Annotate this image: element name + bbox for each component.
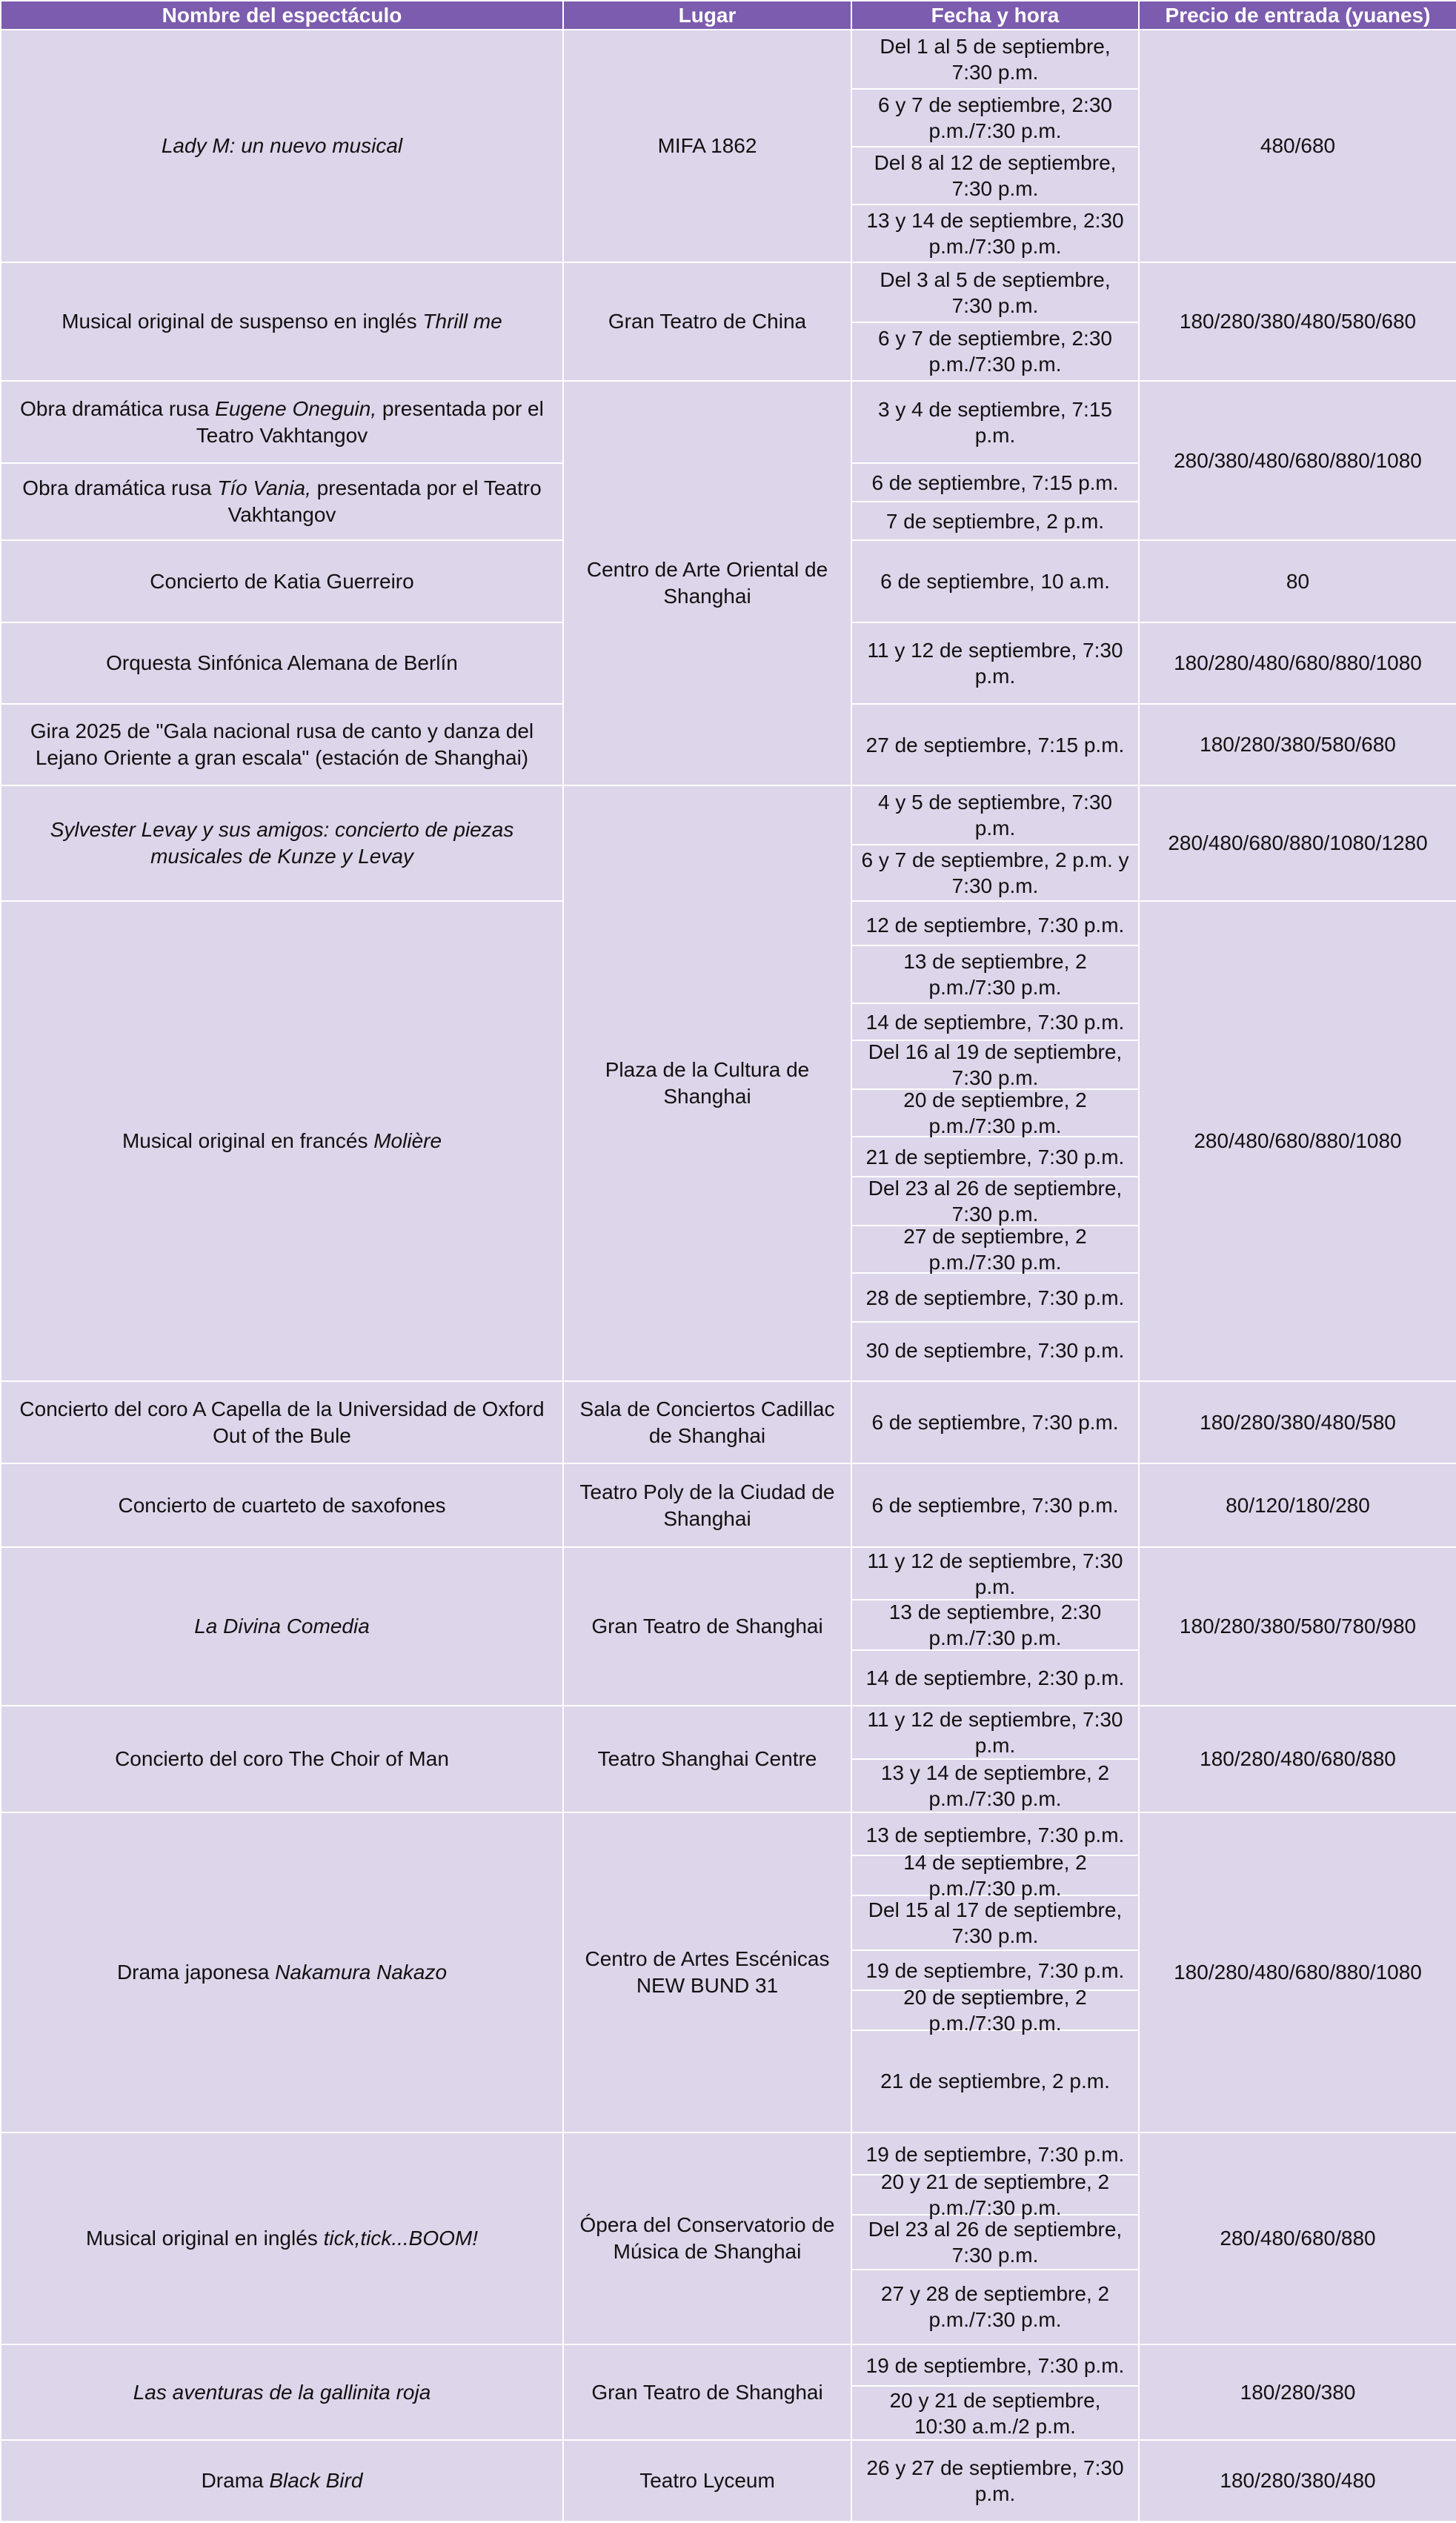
venue-cell: Gran Teatro de Shanghai (563, 1547, 851, 1706)
show-name-italic: Nakamura Nakazo (275, 1961, 448, 1984)
ticket-price-cell: 180/280/380/580/780/980 (1139, 1547, 1456, 1706)
show-name-text: Musical original en francés (122, 1129, 374, 1152)
date-time-entry: 6 de septiembre, 7:30 p.m. (871, 1494, 1119, 1517)
show-name-cell (1, 785, 563, 901)
show-name-text: Gira 2025 de "Gala nacional rusa de canto y danza del Lejano Oriente a gran escala" (estación de Shanghai) (30, 719, 534, 769)
table-row (1, 2440, 1456, 2522)
ticket-price-cell: 280/480/680/880/1080 (1139, 901, 1456, 1381)
date-time-cell (851, 2133, 1139, 2344)
show-name-cell (1, 1812, 563, 2133)
date-time-entry: 28 de septiembre, 7:30 p.m. (852, 1272, 1138, 1321)
date-time-cell (851, 785, 1139, 901)
show-name-italic: Eugene Oneguin, (215, 396, 377, 420)
show-name-italic: Lady M: un nuevo musical (161, 134, 403, 157)
header-venue: Lugar (563, 1, 851, 30)
date-time-entry: 20 y 21 de septiembre, 2 p.m./7:30 p.m. (852, 2174, 1138, 2214)
table-row (1, 381, 1456, 463)
date-time-entry: 6 y 7 de septiembre, 2:30 p.m./7:30 p.m. (852, 88, 1138, 146)
show-name-cell (1, 2133, 563, 2344)
date-time-cell (851, 262, 1139, 381)
date-time-cell (851, 1381, 1139, 1463)
show-name-cell (1, 704, 563, 785)
venue-cell: Gran Teatro de China (563, 262, 851, 381)
ticket-price-cell: 80 (1139, 540, 1456, 622)
table-row (1, 785, 1456, 901)
date-time-entry: 21 de septiembre, 7:30 p.m. (852, 1136, 1138, 1176)
date-time-entry: 6 de septiembre, 7:30 p.m. (871, 1411, 1119, 1434)
date-time-entry: 21 de septiembre, 2 p.m. (852, 2030, 1138, 2130)
show-name-text: Obra dramática rusa (22, 476, 218, 499)
date-time-entry: 27 de septiembre, 2 p.m./7:30 p.m. (852, 1225, 1138, 1272)
date-time-cell (851, 2440, 1139, 2522)
venue-cell: Centro de Arte Oriental de Shanghai (563, 381, 851, 785)
show-name-cell (1, 262, 563, 381)
date-time-cell (851, 901, 1139, 1381)
venue-cell: Teatro Poly de la Ciudad de Shanghai (563, 1463, 851, 1547)
show-name-cell (1, 2440, 563, 2522)
header-ticket-price: Precio de entrada (yuanes) (1139, 1, 1456, 30)
show-name-text: Concierto del coro The Choir of Man (115, 1747, 449, 1770)
date-time-entry: 19 de septiembre, 7:30 p.m. (865, 2142, 1125, 2166)
ticket-price-cell: 180/280/480/680/880 (1139, 1706, 1456, 1812)
show-name-cell (1, 1463, 563, 1547)
show-name-text: Musical original en inglés (85, 2227, 324, 2250)
date-time-entry: 19 de septiembre, 7:30 p.m. (852, 1949, 1138, 1990)
show-name-cell (1, 1706, 563, 1812)
show-name-italic: Sylvester Levay y sus amigos: concierto de piezas musicales de Kunze y Levay (50, 818, 514, 868)
date-time-entry: Del 23 al 26 de septiembre, 7:30 p.m. (852, 1176, 1138, 1225)
date-time-entry: 19 de septiembre, 7:30 p.m. (865, 2353, 1125, 2377)
show-name-italic: Molière (373, 1129, 442, 1152)
date-time-cell (851, 704, 1139, 785)
date-time-cell (851, 2344, 1139, 2440)
date-time-entry: 6 de septiembre, 10 a.m. (880, 570, 1110, 593)
date-time-entry: 20 de septiembre, 2 p.m./7:30 p.m. (852, 1990, 1138, 2030)
date-time-entry: 13 y 14 de septiembre, 2 p.m./7:30 p.m. (852, 1758, 1138, 1812)
date-time-cell (851, 30, 1139, 262)
venue-cell: Ópera del Conservatorio de Música de Shanghai (563, 2133, 851, 2344)
show-name-italic: Tío Vania, (217, 476, 311, 499)
ticket-price-cell: 280/380/480/680/880/1080 (1139, 381, 1456, 540)
show-name-cell (1, 2344, 563, 2440)
ticket-price-cell: 180/280/380/480 (1139, 2440, 1456, 2522)
date-time-entry: Del 15 al 17 de septiembre, 7:30 p.m. (852, 1895, 1138, 1949)
date-time-cell (851, 540, 1139, 622)
table-row (1, 1812, 1456, 2133)
venue-cell: Teatro Lyceum (563, 2440, 851, 2522)
show-name-text: Concierto de cuarteto de saxofones (118, 1493, 446, 1517)
date-time-entry: 13 y 14 de septiembre, 2:30 p.m./7:30 p.m. (852, 204, 1138, 262)
show-name-text: presentada por el Teatro Vakhtangov (196, 396, 544, 447)
header-date-time: Fecha y hora (851, 1, 1139, 30)
show-name-cell (1, 1381, 563, 1463)
date-time-entry: 14 de septiembre, 2 p.m./7:30 p.m. (852, 1855, 1138, 1895)
show-name-text: presentada por el Teatro Vakhtangov (227, 476, 542, 526)
date-time-entry: 6 de septiembre, 7:15 p.m. (871, 471, 1119, 494)
date-time-entry: 4 y 5 de septiembre, 7:30 p.m. (878, 791, 1112, 840)
date-time-entry: Del 1 al 5 de septiembre, 7:30 p.m. (880, 35, 1111, 84)
date-time-entry: 14 de septiembre, 2:30 p.m. (852, 1649, 1138, 1704)
date-time-entry: 20 de septiembre, 2 p.m./7:30 p.m. (852, 1088, 1138, 1136)
date-time-entry: Del 23 al 26 de septiembre, 7:30 p.m. (852, 2214, 1138, 2269)
venue-cell: Teatro Shanghai Centre (563, 1706, 851, 1812)
ticket-price-cell: 280/480/680/880/1080/1280 (1139, 785, 1456, 901)
date-time-cell (851, 1463, 1139, 1547)
date-time-entry: 3 y 4 de septiembre, 7:15 p.m. (878, 397, 1112, 447)
header-row (1, 1, 1456, 30)
header-show-name: Nombre del espectáculo (1, 1, 563, 30)
table-row (1, 1547, 1456, 1706)
date-time-entry: 6 y 7 de septiembre, 2 p.m. y 7:30 p.m. (852, 844, 1138, 900)
date-time-cell (851, 622, 1139, 704)
show-name-text: Orquesta Sinfónica Alemana de Berlín (106, 651, 458, 674)
ticket-price-cell: 280/480/680/880 (1139, 2133, 1456, 2344)
table-row (1, 1381, 1456, 1463)
table-row (1, 30, 1456, 262)
date-time-entry: 7 de septiembre, 2 p.m. (852, 501, 1138, 539)
table-row (1, 2344, 1456, 2440)
ticket-price-cell: 80/120/180/280 (1139, 1463, 1456, 1547)
venue-cell: Sala de Conciertos Cadillac de Shanghai (563, 1381, 851, 1463)
venue-cell: Plaza de la Cultura de Shanghai (563, 785, 851, 1381)
date-time-entry: 11 y 12 de septiembre, 7:30 p.m. (867, 639, 1123, 688)
date-time-entry: 13 de septiembre, 2 p.m./7:30 p.m. (852, 945, 1138, 1003)
show-name-italic: Las aventuras de la gallinita roja (133, 2380, 431, 2404)
show-name-italic: Thrill me (422, 310, 502, 333)
date-time-entry: 12 de septiembre, 7:30 p.m. (865, 913, 1125, 937)
show-name-cell (1, 381, 563, 463)
show-name-text: Concierto de Katia Guerreiro (150, 569, 414, 593)
ticket-price-cell: 180/280/480/680/880/1080 (1139, 1812, 1456, 2133)
venue-cell: Gran Teatro de Shanghai (563, 2344, 851, 2440)
date-time-entry: 13 de septiembre, 2:30 p.m./7:30 p.m. (852, 1599, 1138, 1649)
show-name-italic: La Divina Comedia (194, 1615, 370, 1638)
show-name-text: Drama (201, 2469, 270, 2492)
date-time-entry: 6 y 7 de septiembre, 2:30 p.m./7:30 p.m. (852, 322, 1138, 379)
show-name-italic: Black Bird (269, 2469, 363, 2492)
show-name-cell (1, 30, 563, 262)
show-name-italic: tick,tick...BOOM! (323, 2227, 479, 2250)
date-time-entry: Del 3 al 5 de septiembre, 7:30 p.m. (880, 268, 1111, 317)
date-time-entry: 13 de septiembre, 7:30 p.m. (865, 1823, 1125, 1846)
date-time-entry: 20 y 21 de septiembre, 10:30 a.m./2 p.m. (852, 2385, 1138, 2439)
ticket-price-cell: 480/680 (1139, 30, 1456, 262)
table-row (1, 2133, 1456, 2344)
table-row (1, 1706, 1456, 1812)
show-name-cell (1, 901, 563, 1381)
ticket-price-cell: 180/280/380 (1139, 2344, 1456, 2440)
table-row (1, 262, 1456, 381)
venue-cell: Centro de Artes Escénicas NEW BUND 31 (563, 1812, 851, 2133)
show-name-cell (1, 540, 563, 622)
table-row (1, 1463, 1456, 1547)
ticket-price-cell: 180/280/380/480/580/680 (1139, 262, 1456, 381)
show-name-text: Obra dramática rusa (20, 396, 216, 420)
date-time-cell (851, 1812, 1139, 2133)
ticket-price-cell: 180/280/380/480/580 (1139, 1381, 1456, 1463)
date-time-entry: 11 y 12 de septiembre, 7:30 p.m. (867, 1708, 1123, 1757)
date-time-entry: Del 16 al 19 de septiembre, 7:30 p.m. (852, 1040, 1138, 1088)
date-time-cell (851, 463, 1139, 540)
date-time-entry: 11 y 12 de septiembre, 7:30 p.m. (867, 1549, 1123, 1598)
date-time-entry: 14 de septiembre, 7:30 p.m. (852, 1003, 1138, 1040)
date-time-entry: 26 y 27 de septiembre, 7:30 p.m. (866, 2456, 1124, 2505)
date-time-entry: 30 de septiembre, 7:30 p.m. (852, 1321, 1138, 1377)
date-time-cell (851, 381, 1139, 463)
show-name-cell (1, 622, 563, 704)
date-time-cell (851, 1547, 1139, 1706)
show-name-cell (1, 1547, 563, 1706)
date-time-entry: Del 8 al 12 de septiembre, 7:30 p.m. (852, 146, 1138, 204)
date-time-cell (851, 1706, 1139, 1812)
show-name-text: Drama japonesa (116, 1961, 276, 1984)
show-name-cell (1, 463, 563, 540)
venue-cell: MIFA 1862 (563, 30, 851, 262)
ticket-price-cell: 180/280/380/580/680 (1139, 704, 1456, 785)
show-name-text: Concierto del coro A Capella de la Universidad de Oxford Out of the Bule (19, 1397, 545, 1447)
show-name-text: Musical original de suspenso en inglés (62, 310, 423, 333)
date-time-entry: 27 y 28 de septiembre, 2 p.m./7:30 p.m. (852, 2269, 1138, 2343)
ticket-price-cell: 180/280/480/680/880/1080 (1139, 622, 1456, 704)
date-time-entry: 27 de septiembre, 7:15 p.m. (865, 733, 1125, 757)
